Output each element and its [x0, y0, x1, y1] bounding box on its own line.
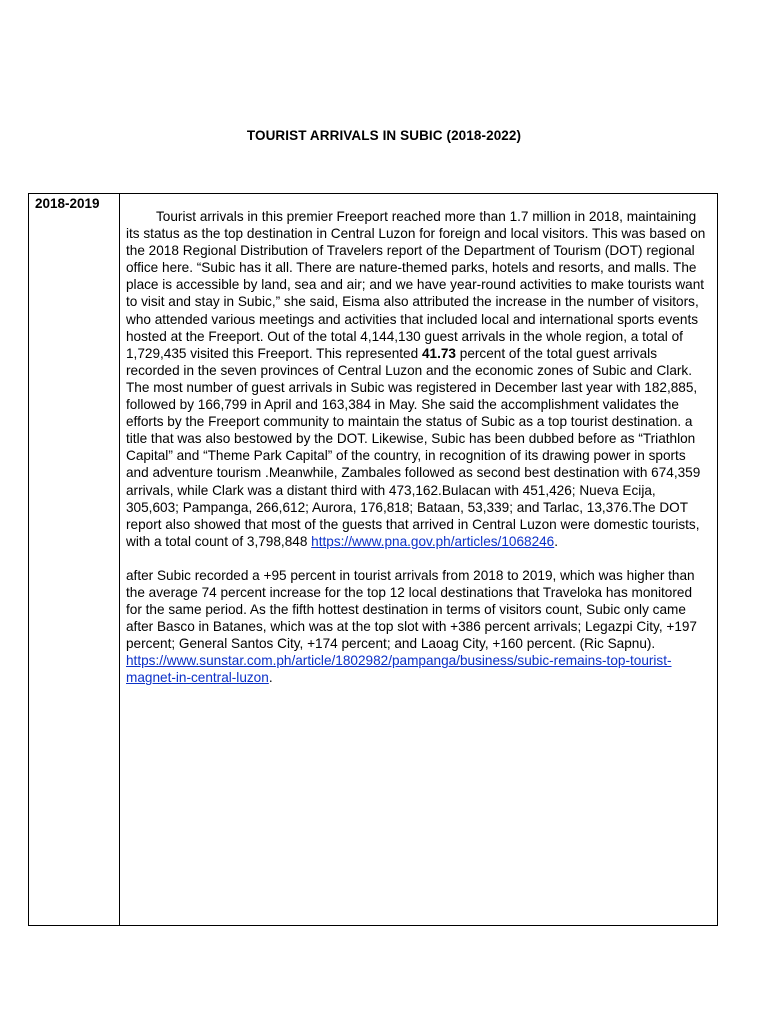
pna-article-link[interactable]: https://www.pna.gov.ph/articles/1068246 [311, 533, 555, 549]
paragraph-text: percent of the total guest arrivals recorded in the seven provinces of Central Luzon and the economic zones of Subic and Clark. The most number of guest arrivals in Subic was registered in December last year with 182,885, followed by 166,799 in April and 163,384 in May. She said the accomplishment validates the efforts by the Freeport community to maintain the status of Subic as a top tourist destination. a title that was also bestowed by the DOT. Likewise, Subic has been dubbed before as “Triathlon Capital” and “Theme Park Capital” of the country, in recognition of its drawing power in sports and adventure tourism .Meanwhile, Zambales followed as second best destination with 674,359 arrivals, while Clark was a distant third with 473,162.Bulacan with 451,426; Nueva Ecija, 305,603; Pampanga, 266,612; Aurora, 176,818; Bataan, 53,339; and Tarlac, 13,376.The DOT report also showed that most of the guests that arrived in Central Luzon were domestic tourists, with a total count of 3,798,848 [126, 345, 701, 549]
year-cell: 2018-2019 [29, 194, 120, 925]
paragraph-tourist-arrivals-2018 [126, 208, 711, 550]
document-title: TOURIST ARRIVALS IN SUBIC (2018-2022) [246, 128, 522, 143]
paragraph-end: . [268, 670, 273, 686]
content-cell [120, 194, 717, 925]
paragraph-text: after Subic recorded a +95 percent in tourist arrivals from 2018 to 2019, which was higher than the average 74 percent increase for the top 12 local destinations that Traveloka has monitored for the same period. As the fifth hottest destination in terms of visitors count, Subic only came after Basco in Batanes, which was at the top slot with +386 percent arrivals; Legazpi City, +197 percent; General Santos City, +174 percent; and Laoag City, +160 percent. (Ric Sapnu). [126, 567, 697, 652]
sunstar-article-link[interactable]: https://www.sunstar.com.ph/article/1802982/pampanga/business/subic-remains-top-tourist-magnet-in-central-luzon [126, 653, 672, 686]
arrivals-table [28, 193, 718, 926]
paragraph-text: Tourist arrivals in this premier Freeport reached more than 1.7 million in 2018, maintaining its status as the top destination in Central Luzon for foreign and local visitors. This was based on the 2018 Regional Distribution of Travelers report of the Department of Tourism (DOT) regional office here. “Subic has it all. There are nature-themed parks, hotels and resorts, and malls. The place is accessible by land, sea and air; and we have year-round activities to make tourists want to visit and stay in Subic,” she said, Eisma also attributed the increase in the number of visitors, who attended various meetings and activities that included local and international sports events hosted at the Freeport. Out of the total 4,144,130 guest arrivals in the whole region, a total of 1,729,435 visited this Freeport. This represented [126, 209, 706, 361]
bold-percent: 41.73 [421, 345, 456, 361]
paragraph-end: . [554, 533, 559, 549]
paragraph-traveloka [126, 567, 711, 687]
